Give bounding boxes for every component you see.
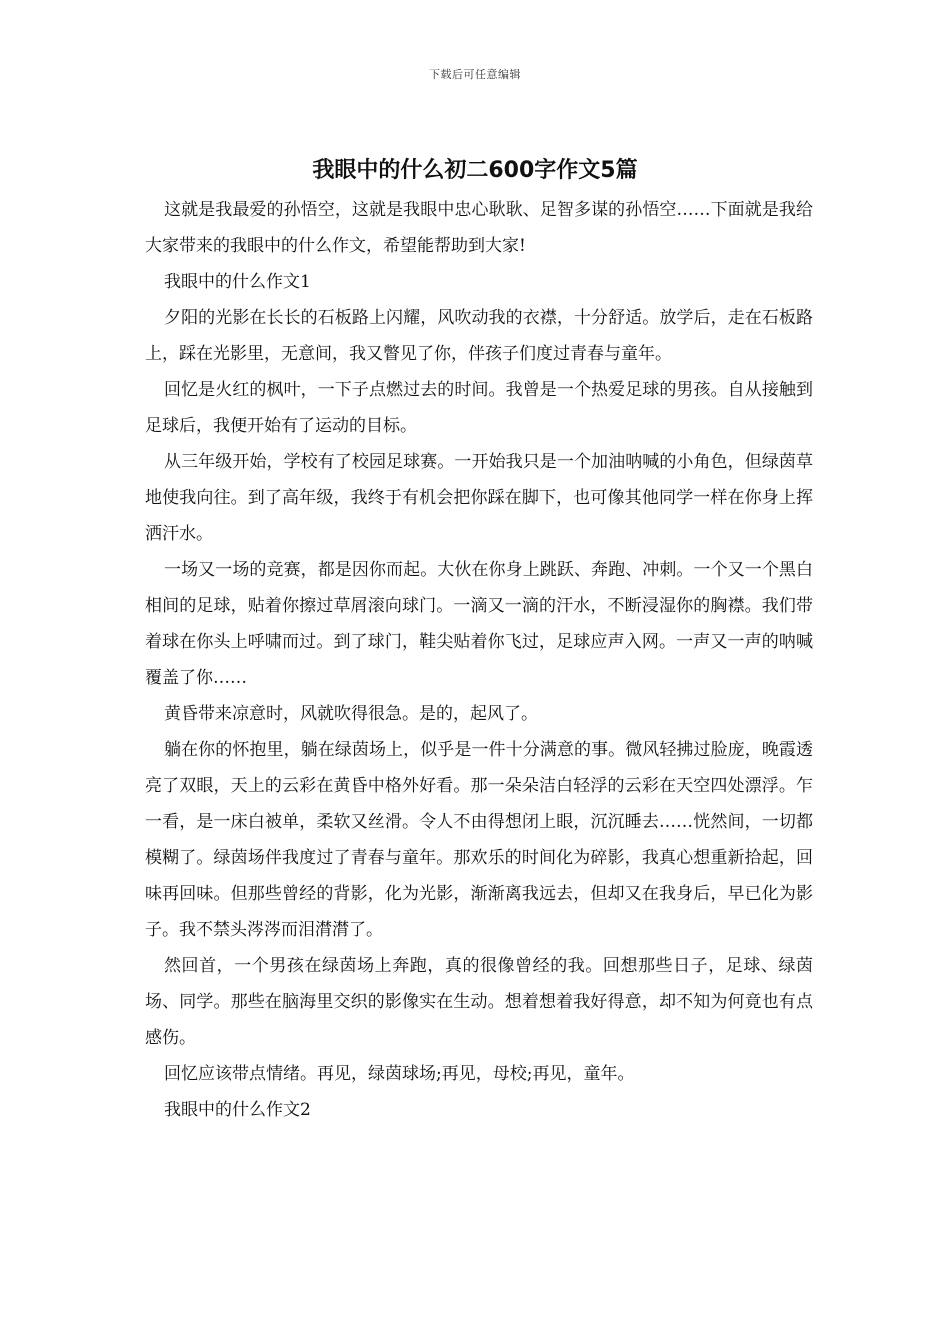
header-note: 下载后可任意编辑 bbox=[429, 68, 521, 81]
essay-body bbox=[145, 192, 813, 1128]
paragraph: 一场又一场的竞赛，都是因你而起。大伙在你身上跳跃、奔跑、冲刺。一个又一个黑白相间的足球，贴着你擦过草屑滚向球门。一滴又一滴的汗水，不断浸湿你的胸襟。我们带着球在你头上呼啸而过。到了球门，鞋尖贴着你飞过，足球应声入网。一声又一声的呐喊覆盖了你…… bbox=[145, 560, 813, 688]
paragraph: 回忆是火红的枫叶，一下子点燃过去的时间。我曾是一个热爱足球的男孩。自从接触到足球后，我便开始有了运动的目标。 bbox=[145, 380, 813, 436]
section-heading-essay-1: 我眼中的什么作文1 bbox=[164, 272, 311, 292]
paragraph: 黄昏带来凉意时，风就吹得很急。是的，起风了。 bbox=[164, 704, 538, 724]
paragraph: 躺在你的怀抱里，躺在绿茵场上，似乎是一件十分满意的事。微风轻拂过脸庞，晚霞透亮了双眼，天上的云彩在黄昏中格外好看。那一朵朵洁白轻浮的云彩在天空四处漂浮。乍一看，是一床白被单，柔软又丝滑。令人不由得想闭上眼，沉沉睡去……恍然间，一切都模糊了。绿茵场伴我度过了青春与童年。那欢乐的时间化为碎影，我真心想重新拾起，回味再回味。但那些曾经的背影，化为光影，渐渐离我远去，但却又在我身后，早已化为影子。我不禁头涔涔而泪潸潸了。 bbox=[145, 740, 813, 940]
paragraph: 然回首，一个男孩在绿茵场上奔跑，真的很像曾经的我。回想那些日子，足球、绿茵场、同学。那些在脑海里交织的影像实在生动。想着想着我好得意，却不知为何竟也有点感伤。 bbox=[145, 956, 813, 1048]
paragraph: 从三年级开始，学校有了校园足球赛。一开始我只是一个加油呐喊的小角色，但绿茵草地使我向往。到了高年级，我终于有机会把你踩在脚下，也可像其他同学一样在你身上挥洒汗水。 bbox=[145, 452, 813, 544]
document-title: 我眼中的什么初二600字作文5篇 bbox=[312, 158, 638, 183]
section-heading-essay-2: 我眼中的什么作文2 bbox=[164, 1100, 311, 1120]
paragraph: 夕阳的光影在长长的石板路上闪耀，风吹动我的衣襟，十分舒适。放学后，走在石板路上，踩在光影里，无意间，我又瞥见了你，伴孩子们度过青春与童年。 bbox=[145, 308, 813, 364]
intro-paragraph: 这就是我最爱的孙悟空，这就是我眼中忠心耿耿、足智多谋的孙悟空……下面就是我给大家带来的我眼中的什么作文，希望能帮助到大家! bbox=[145, 200, 813, 256]
paragraph: 回忆应该带点情绪。再见，绿茵球场;再见，母校;再见，童年。 bbox=[164, 1064, 635, 1084]
